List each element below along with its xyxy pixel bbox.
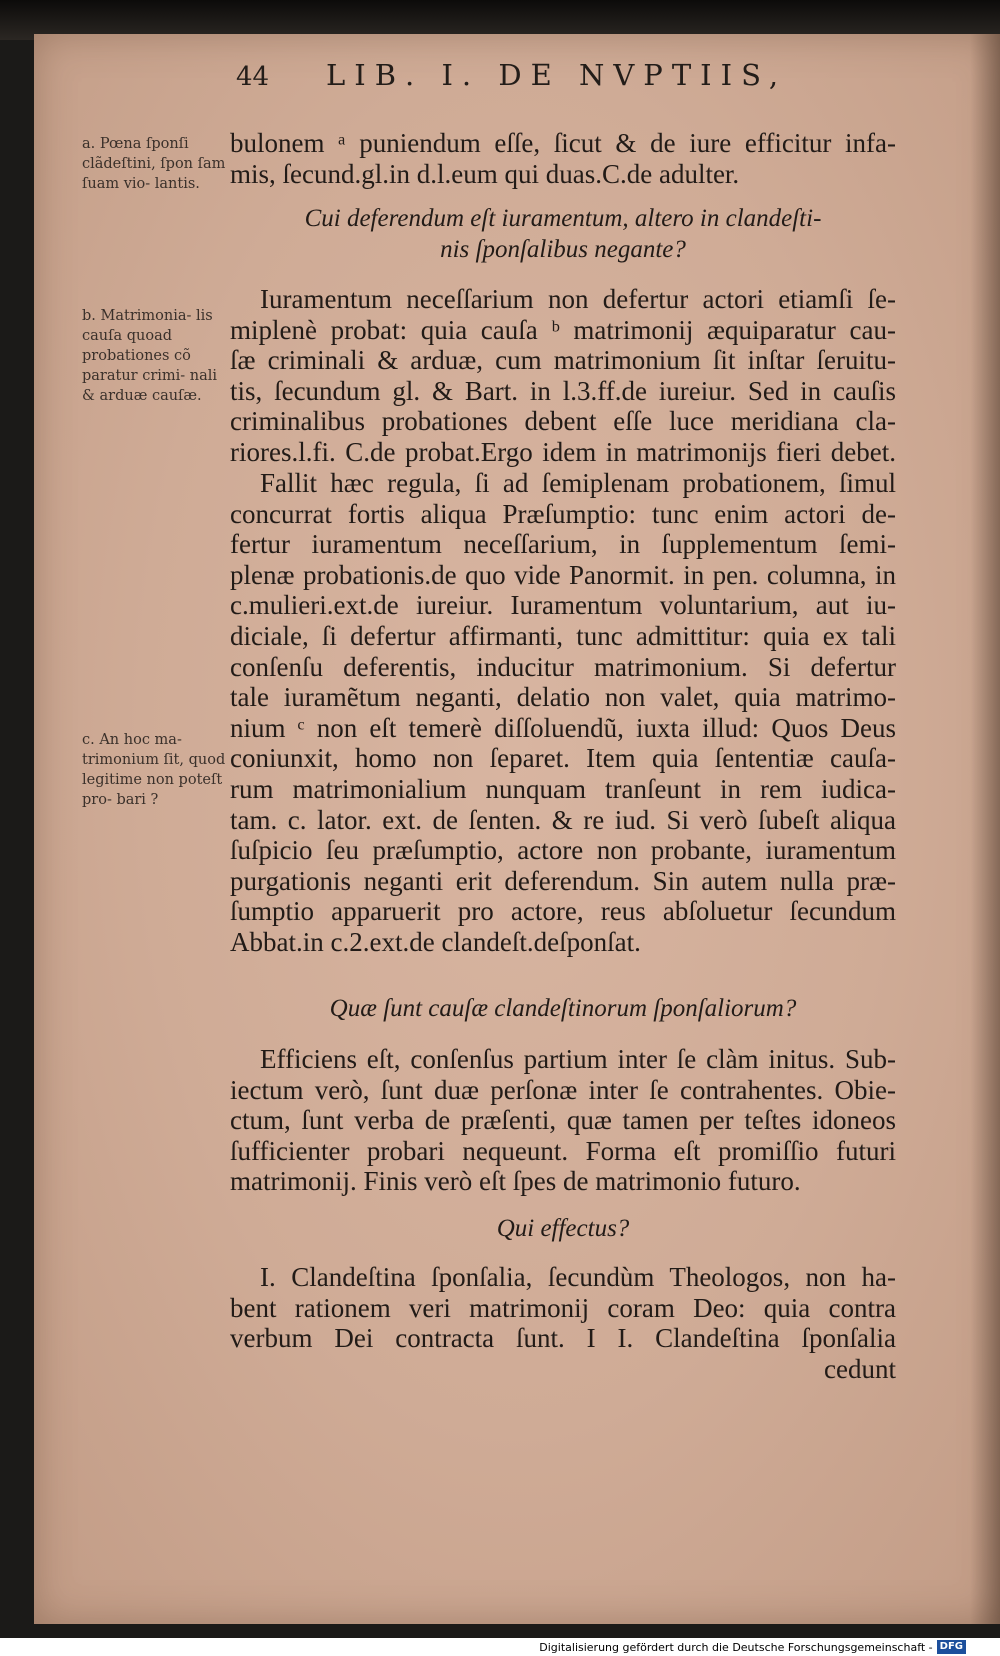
text-line: fertur iuramentum neceſſarium, in ſupplementum ſemi-	[230, 529, 896, 560]
page-edge-shadow	[970, 34, 1000, 1624]
dfg-logo: DFG	[937, 1640, 966, 1654]
paragraph-2	[230, 284, 896, 468]
text-line: bulonem ᵃ puniendum eſſe, ſicut & de iure efficitur infa-	[230, 128, 896, 158]
text-line: plenæ probationis.de quo vide Panormit. in pen. columna, in	[230, 559, 896, 590]
text-line: iectum verò, ſunt duæ perſonæ inter ſe contrahentes. Obie-	[230, 1074, 896, 1105]
text-line: riores.l.fi. C.de probat.Ergo idem in matrimonijs fieri debet.	[230, 436, 896, 467]
text-line: Efficiens eſt, conſenſus partium inter ſe clàm initus. Sub-	[260, 1044, 896, 1074]
text-line: verbum Dei contracta ſunt. I I. Clandeſtina ſponſalia	[230, 1323, 896, 1354]
text-line: Fallit hæc regula, ſi ad ſemiplenam probationem, ſimul	[260, 468, 896, 498]
text-line: I. Clandeſtina ſponſalia, ſecundùm Theologos, non ha-	[260, 1262, 896, 1292]
text-line: tis, ſecundum gl. & Bart. in l.3.ff.de iureiur. Sed in cauſis	[230, 375, 896, 406]
section-heading-3	[230, 1214, 896, 1245]
marginal-note-c: c. An hoc ma- trimonium ſit, quod legitime non poteſt pro- bari ?	[82, 732, 226, 808]
credit-text: Digitalisierung gefördert durch die Deutsche Forschungsgemeinschaft -	[539, 1640, 933, 1654]
marginal-note-b: b. Matrimonia- lis cauſa quoad probationes cõ paratur crimi- nali & arduæ cauſæ.	[82, 308, 218, 404]
text-line: matrimonij. Finis verò eſt ſpes de matrimonio futuro.	[230, 1166, 801, 1197]
page-header	[236, 58, 826, 92]
text-line: tam. c. lator. ext. de ſenten. & re iud. Si verò ſubeſt aliqua	[230, 804, 896, 835]
text-line: Iuramentum neceſſarium non defertur actori etiamſi ſe-	[260, 284, 896, 314]
text-line: diciale, ſi defertur affirmanti, tunc admittitur: quia ex tali	[230, 620, 896, 651]
text-line: concurrat fortis aliqua Præſumptio: tunc enim actori de-	[230, 498, 896, 529]
heading-line: Qui effectus?	[496, 1215, 630, 1242]
text-line: conſenſu deferentis, inducitur matrimonium. Si defertur	[230, 651, 896, 682]
text-line: nium ᶜ non eſt temerè diſſoluendũ, iuxta illud: Quos Deus	[230, 712, 896, 743]
heading-line: nis ſponſalibus negante?	[440, 235, 686, 263]
marginal-note-a: a. Pœna ſponſi clãdeſtini, ſpon ſam ſuam vio- lantis.	[82, 136, 226, 192]
heading-line: Quæ ſunt cauſæ clandeſtinorum ſponſaliorum?	[329, 995, 797, 1022]
text-line: rum matrimonialium nunquam tranſeunt in rem iudica-	[230, 773, 896, 804]
text-line: ſufficienter probari nequeunt. Forma eſt promiſſio futuri	[230, 1135, 896, 1166]
text-line: ſæ criminali & arduæ, cum matrimonium ſit inſtar ſeruitu-	[230, 345, 896, 376]
paragraph-1	[230, 128, 896, 189]
section-heading-1	[230, 204, 896, 265]
page-number: 44	[236, 62, 270, 92]
paragraph-4	[230, 1044, 896, 1197]
heading-line: Cui deferendum eſt iuramentum, altero in clandeſti-	[304, 205, 822, 232]
paragraph-3	[230, 468, 896, 958]
text-line: criminalibus probationes debent eſſe luce meridiana cla-	[230, 406, 896, 437]
text-line: c.mulieri.ext.de iureiur. Iuramentum voluntarium, aut iu-	[230, 590, 896, 621]
text-line: ſuſpicio ſeu præſumptio, actore non probante, iuramentum	[230, 835, 896, 866]
catchword: cedunt	[824, 1353, 896, 1384]
text-line: bent rationem veri matrimonij coram Deo: quia contra	[230, 1292, 896, 1323]
text-line: mis, ſecund.gl.in d.l.eum qui duas.C.de adulter.	[230, 158, 740, 189]
paragraph-5	[230, 1262, 896, 1384]
running-title: LIB. I. DE NVPTIIS,	[326, 58, 788, 92]
text-line: coniunxit, homo non ſeparet. Item quia ſententiæ cauſa-	[230, 743, 896, 774]
digitization-credit	[539, 1640, 966, 1654]
text-line: miplenè probat: quia cauſa ᵇ matrimonij æquiparatur cau-	[230, 314, 896, 345]
section-heading-2	[230, 994, 896, 1025]
text-line: tale iuramẽtum neganti, delatio non valet, quia matrimo-	[230, 682, 896, 713]
text-line: ſumptio apparuerit pro actore, reus abſoluetur ſecundum	[230, 896, 896, 927]
text-line: Abbat.in c.2.ext.de clandeſt.deſponſat.	[230, 926, 641, 957]
text-line: purgationis neganti erit deferendum. Sin autem nulla præ-	[230, 865, 896, 896]
text-line: ctum, ſunt verba de præſenti, quæ tamen per teſtes idoneos	[230, 1105, 896, 1136]
